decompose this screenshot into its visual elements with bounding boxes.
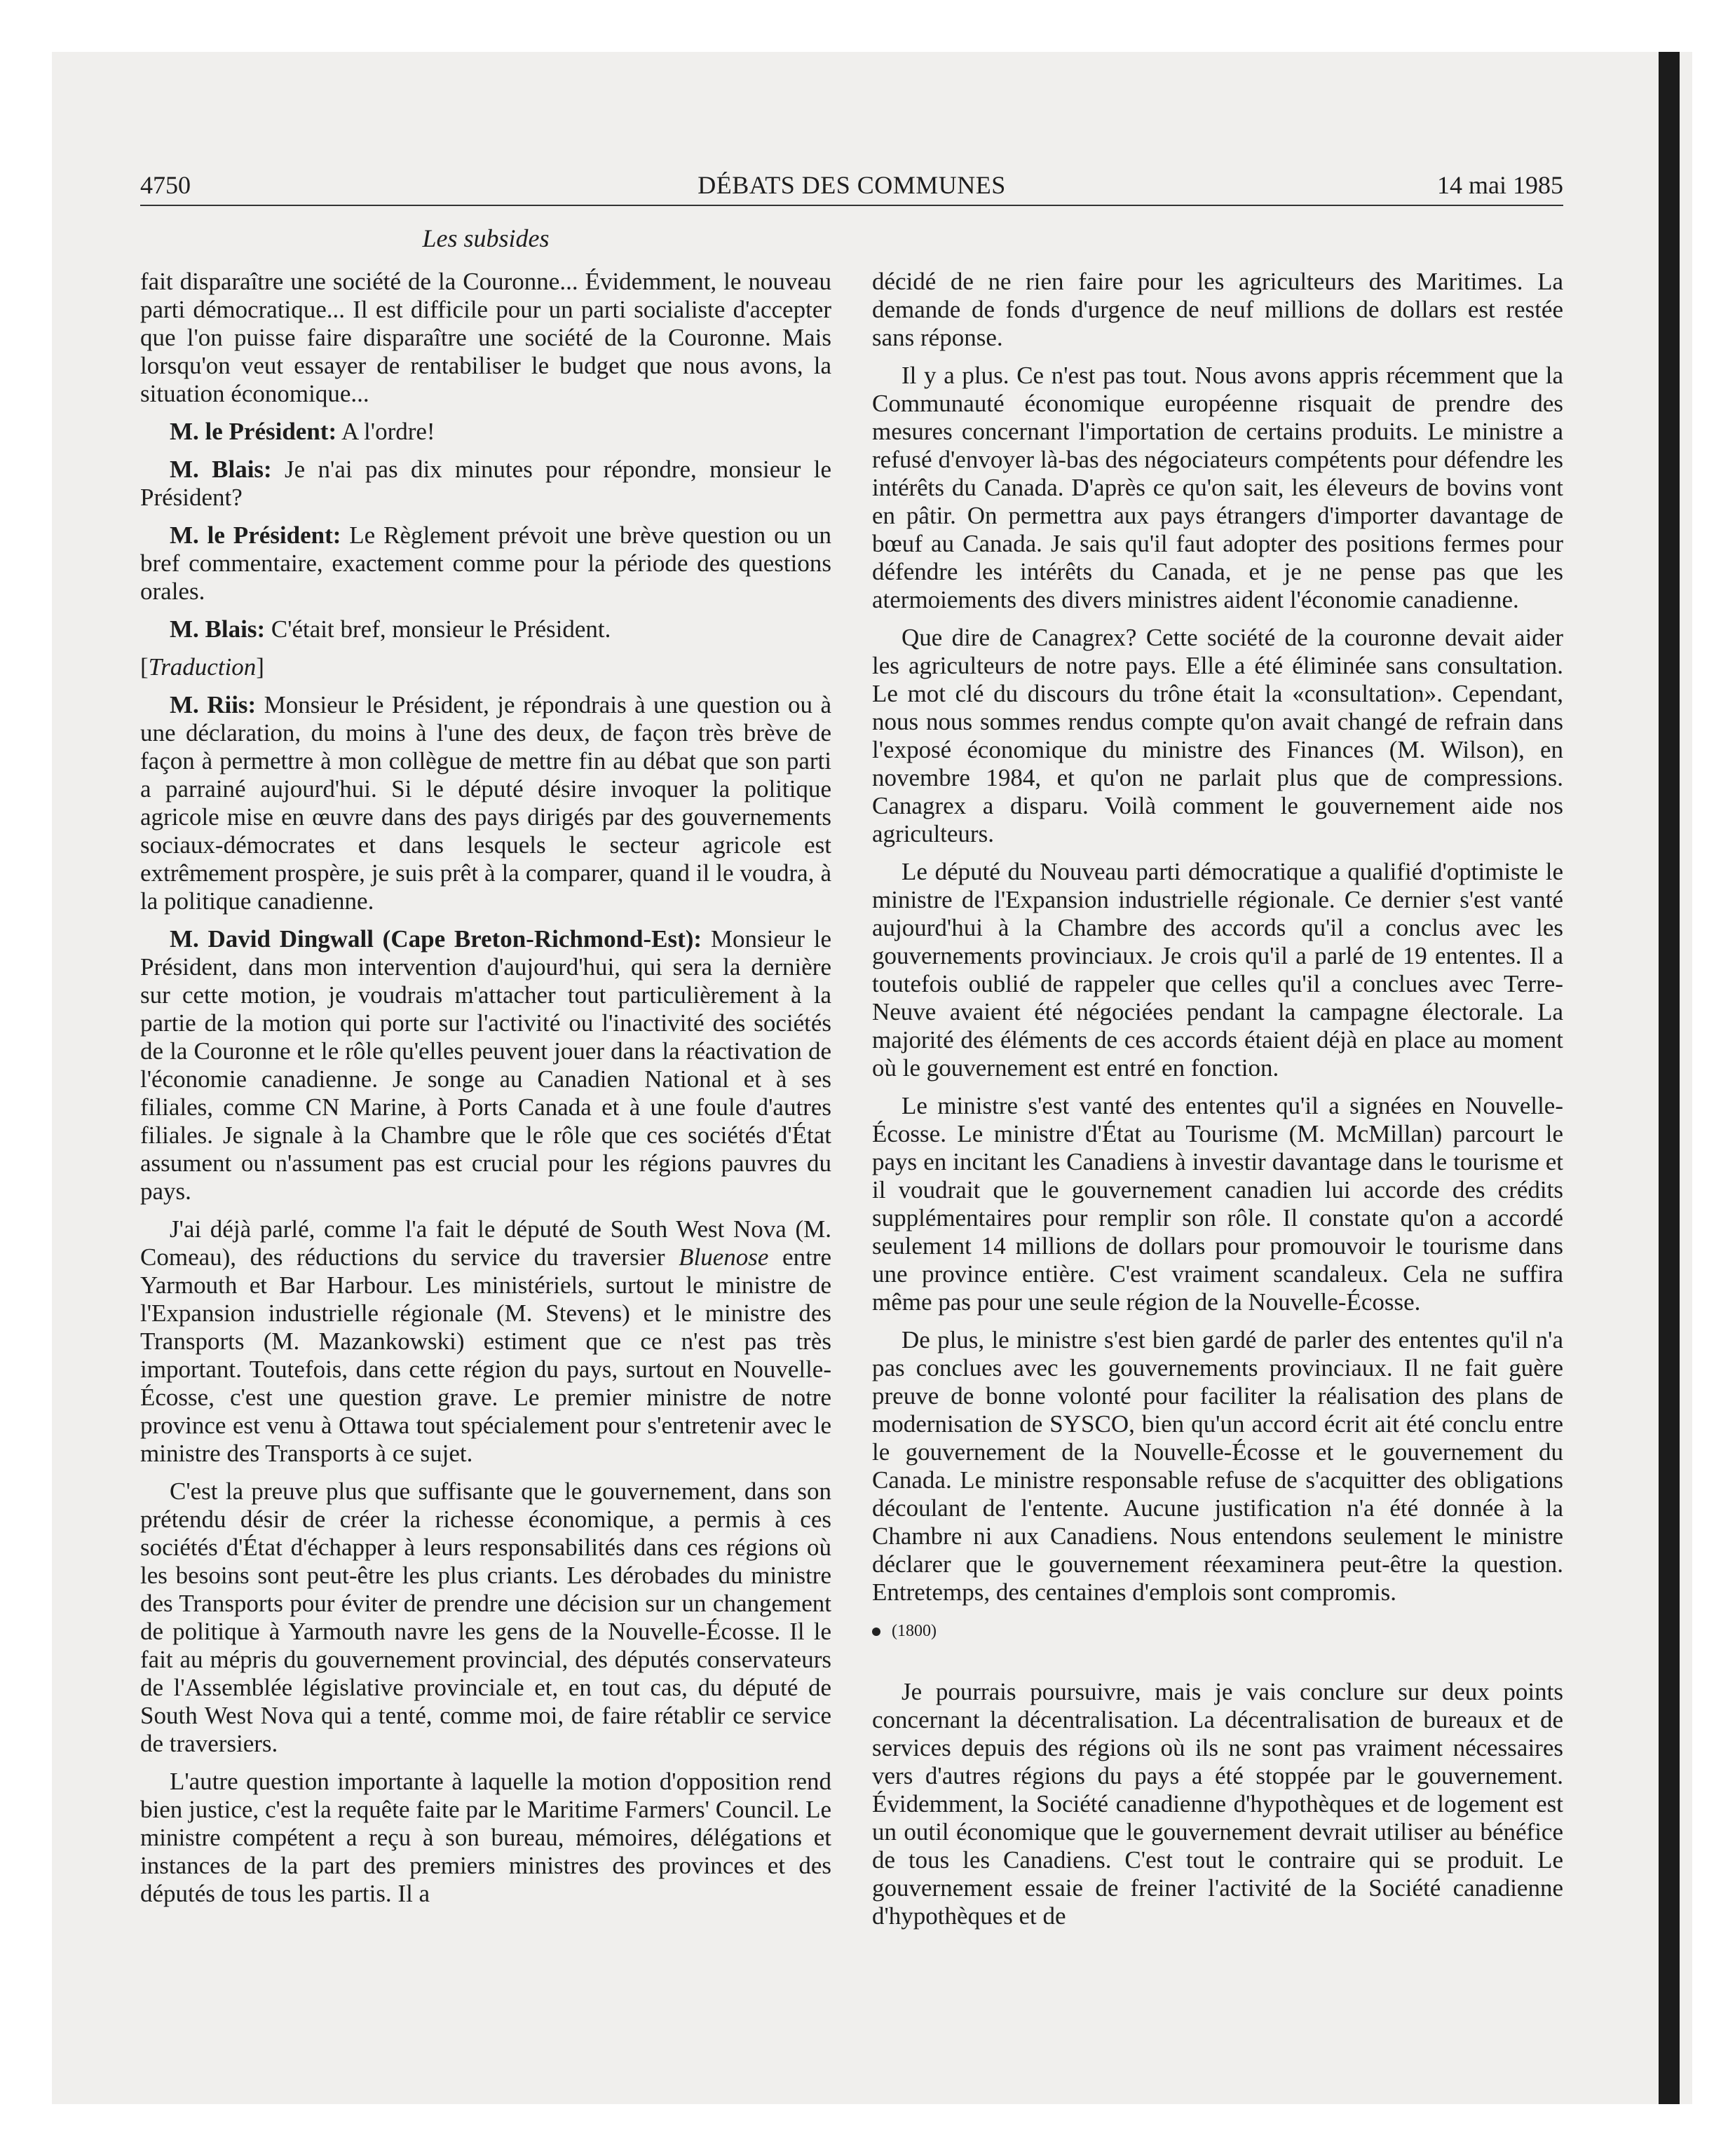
speech-paragraph — [140, 615, 831, 643]
bullet-icon — [872, 1628, 880, 1636]
translation-label: Traduction — [148, 653, 257, 681]
speech-paragraph — [140, 925, 831, 1206]
journal-title: DÉBATS DES COMMUNES — [698, 171, 1006, 199]
speaker-name: M. Blais: — [170, 456, 272, 483]
paragraph: décidé de ne rien faire pour les agriculteurs des Maritimes. La demande de fonds d'urgence de neuf millions de dollars est restée sans réponse. — [872, 268, 1563, 351]
text-run: entre Yarmouth et Bar Harbour. Les ministériels, surtout le ministre de l'Expansion industrielle régionale (M. Stevens) et le ministre des Transports (M. Mazankowski) estiment que ce n'est pas très important. Toutefois, dans cette région du pays, surtout en Nouvelle-Écosse, c'est une question grave. Le premier ministre de notre province est venu à Ottawa tout spécialement pour s'entretenir avec le ministre des Transports à ce sujet. — [140, 1243, 831, 1467]
text-run: J'ai déjà parlé, comme l'a fait le député de South West Nova (M. Comeau), des réductions du service du traversier — [140, 1215, 831, 1271]
speech-text: Monsieur le Président, je répondrais à une question ou à une déclaration, du moins à l'une des deux, de façon très brève de façon à permettre à mon collègue de mettre fin au débat que son parti a parrainé aujourd'hui. Si le député désire invoquer la politique agricole mise en œuvre dans des pays dirigés par des gouvernements sociaux-démocrates et dans lesquels le secteur agricole est extrêmement prospère, je suis prêt à la comparer, quand il le voudra, à la politique canadienne. — [140, 691, 831, 915]
speech-paragraph — [140, 418, 831, 446]
paragraph: De plus, le ministre s'est bien gardé de parler des ententes qu'il n'a pas conclues avec les gouvernements provinciaux. Il ne fait guère preuve de bonne volonté pour faciliter la réalisation des plans de modernisation de SYSCO, bien qu'un accord écrit ait été conclu entre le gouvernement de la Nouvelle-Écosse et le gouvernement du Canada. Le ministre responsable refuse de s'acquitter des obligations découlant de l'entente. Aucune justification n'a été donnée à la Chambre ni aux Canadiens. Nous entendons seulement le ministre déclarer que le gouvernement réexaminera peut-être la question. Entretemps, des centaines d'emplois sont compromis. — [872, 1326, 1563, 1606]
paragraph: Le député du Nouveau parti démocratique a qualifié d'optimiste le ministre de l'Expansion industrielle régionale. Ce dernier s'est vanté aujourd'hui à la Chambre des accords qu'il a conclus avec les gouvernements provinciaux. Je crois qu'il a parlé de 19 ententes. Il a toutefois oublié de rappeler que celles qu'il a conclues avec Terre-Neuve avaient été négociées pendant la campagne électorale. La majorité des éléments de ces accords étaient déjà en place au moment où le gouvernement est entré en fonction. — [872, 858, 1563, 1082]
section-title: Les subsides — [422, 224, 550, 252]
left-column — [140, 268, 831, 1918]
speaker-name: M. David Dingwall (Cape Breton-Richmond-Est): — [170, 925, 702, 953]
paragraph: Je pourrais poursuivre, mais je vais conclure sur deux points concernant la décentralisation. La décentralisation de bureaux et de services depuis des régions où ils ne sont pas vraiment nécessaires vers d'autres régions du pays a été stoppée par le gouvernement. Évidemment, la Société canadienne d'hypothèques et de logement est un outil économique que le gouvernement devrait utiliser au bénéfice de tous les Canadiens. C'est tout le contraire qui se produit. Le gouvernement essaie de freiner l'activité de la Société canadienne d'hypothèques et de — [872, 1678, 1563, 1930]
paragraph: Que dire de Canagrex? Cette société de la couronne devait aider les agriculteurs de notre pays. Elle a été éliminée sans consultation. Le mot clé du discours du trône était la «consultation». Cependant, nous nous sommes rendus compte qu'on avait changé de refrain dans l'exposé économique du ministre des Finances (M. Wilson), en novembre 1984, et qu'on ne parlait plus que de compressions. Canagrex a disparu. Voilà comment le gouvernement aide nos agriculteurs. — [872, 624, 1563, 847]
bracket: [ — [140, 653, 149, 681]
page-number: 4750 — [140, 171, 191, 199]
page-date: 14 mai 1985 — [1437, 171, 1563, 199]
paragraph: C'est la preuve plus que suffisante que le gouvernement, dans son prétendu désir de créer la richesse économique, a permis à ces sociétés d'État d'échapper à leurs responsabilités dans ces régions où les besoins sont peut-être les plus criants. Les dérobades du ministre des Transports pour éviter de prendre une décision sur un changement de politique à Yarmouth navre les gens de la Nouvelle-Écosse. Il le fait au mépris du gouvernement provincial, des députés conservateurs de l'Assemblée législative provinciale et, en tout cas, du député de South West Nova qui a tenté, comme moi, de faire rétablir ce service de traversiers. — [140, 1478, 831, 1757]
header-rule — [140, 205, 1563, 206]
speaker-name: M. Blais: — [170, 615, 266, 643]
time-marker — [872, 1621, 1563, 1642]
speech-paragraph — [140, 691, 831, 915]
speech-paragraph — [140, 521, 831, 606]
speaker-name: M. le Président: — [170, 418, 337, 445]
paragraph — [140, 1215, 831, 1468]
paragraph: Le ministre s'est vanté des ententes qu'il a signées en Nouvelle-Écosse. Le ministre d'État au Tourisme (M. McMillan) parcourt le pays en incitant les Canadiens à investir davantage dans le tourisme et il voudrait que le gouvernement canadien lui accorde des crédits supplémentaires pour remplir son rôle. Il constate qu'on a accordé seulement 14 millions de dollars pour promouvoir le tourisme dans une province entière. C'est vraiment scandaleux. Cela ne suffira même pas pour une seule région de la Nouvelle-Écosse. — [872, 1092, 1563, 1316]
speech-text: Le Règlement prévoit une brève question ou un bref commentaire, exactement comme pour la période des questions orales. — [140, 521, 831, 605]
ship-name: Bluenose — [679, 1243, 769, 1271]
speech-text: Monsieur le Président, dans mon intervention d'aujourd'hui, qui sera la dernière sur cette motion, je voudrais m'attacher tout particulièrement à la partie de la motion qui porte sur l'activité ou l'inactivité des sociétés de la Couronne et le rôle qu'elles peuvent jouer dans la réactivation de l'économie canadienne. Je songe au Canadien National et à ses filiales, comme CN Marine, à Ports Canada et à une foule d'autres filiales. Je signale à la Chambre que le rôle que ces sociétés d'État assument ou n'assument pas est crucial pour les régions pauvres du pays. — [140, 925, 831, 1205]
scan-edge-shadow — [1659, 52, 1680, 2104]
speech-text: Je n'ai pas dix minutes pour répondre, monsieur le Président? — [140, 456, 831, 511]
bracket: ] — [256, 653, 264, 681]
translation-note — [140, 653, 831, 681]
speech-text: C'était bref, monsieur le Président. — [265, 615, 611, 643]
speech-text: A l'ordre! — [336, 418, 435, 445]
paragraph: L'autre question importante à laquelle la motion d'opposition rend bien justice, c'est la requête faite par le Maritime Farmers' Council. Le ministre compétent a reçu à son bureau, mémoires, délégations et instances de la part des premiers ministres des provinces et des députés de tous les partis. Il a — [140, 1768, 831, 1907]
time-marker-text: (1800) — [892, 1622, 937, 1640]
speaker-name: M. le Président: — [170, 521, 341, 549]
paragraph: fait disparaître une société de la Couronne... Évidemment, le nouveau parti démocratique... Il est difficile pour un parti socialiste d'accepter que l'on puisse faire disparaître une société de la Couronne. Mais lorsqu'on veut essayer de rentabiliser le budget que nous avons, la situation économique... — [140, 268, 831, 407]
paragraph: Il y a plus. Ce n'est pas tout. Nous avons appris récemment que la Communauté économique européenne risquait de prendre des mesures concernant l'importation de certains produits. Le ministre a refusé d'envoyer là-bas des négociateurs compétents pour défendre les intérêts du Canada. D'après ce qu'on sait, les éleveurs de bovins vont en pâtir. On permettra aux pays étrangers d'importer davantage de bœuf au Canada. Je sais qu'il faut adopter des positions fermes pour défendre les intérêts du Canada, et je ne pense pas que les atermoiements des divers ministres aident l'économie canadienne. — [872, 362, 1563, 613]
running-header — [140, 168, 1563, 202]
speaker-name: M. Riis: — [170, 691, 257, 718]
right-column — [872, 268, 1563, 1940]
speech-paragraph — [140, 456, 831, 512]
